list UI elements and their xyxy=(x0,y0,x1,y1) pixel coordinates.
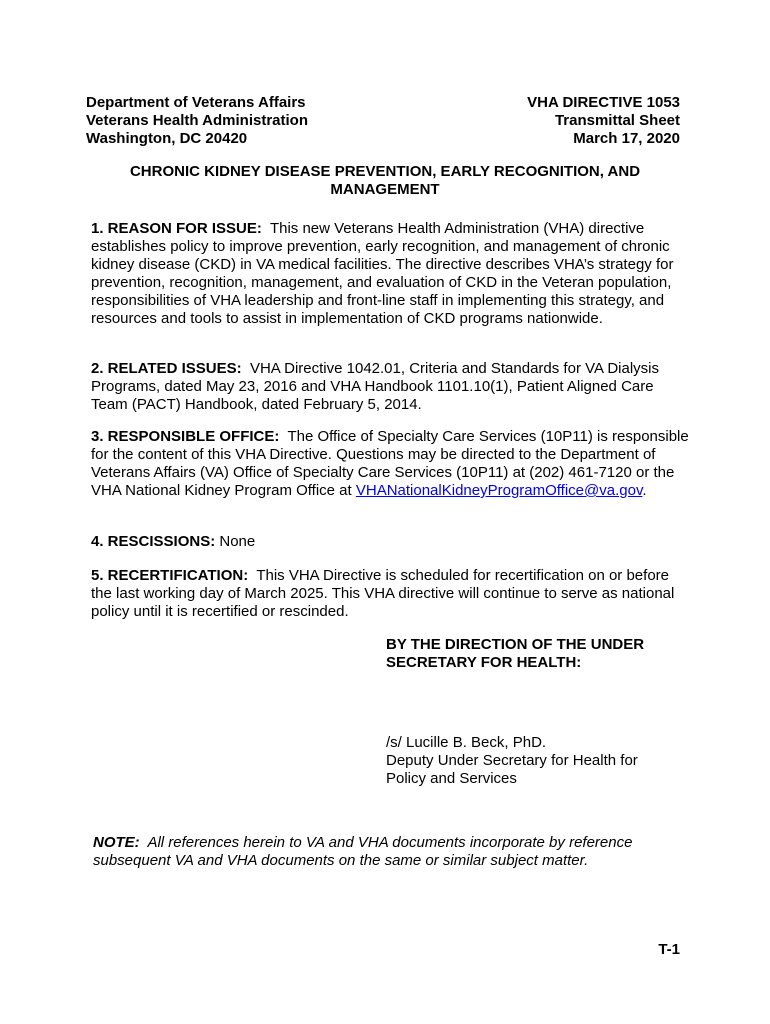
directive-number: VHA DIRECTIVE 1053 xyxy=(527,94,680,111)
section-office xyxy=(91,428,691,500)
section-related xyxy=(91,360,691,414)
section-reason xyxy=(91,220,691,328)
signature-block xyxy=(386,734,686,788)
recert-text: This VHA Directive is scheduled for recertification on or before the last working day of March 2025. This VHA directive will continue to serve as national policy until it is recertified or rescinded. xyxy=(91,567,675,620)
page-number: T-1 xyxy=(658,941,680,958)
rescissions-text: None xyxy=(219,533,256,550)
signatory-title-2: Policy and Services xyxy=(386,770,517,787)
header-right xyxy=(350,94,680,148)
section-recert xyxy=(91,567,691,621)
note-label: NOTE: xyxy=(93,834,140,851)
office-heading: 3. RESPONSIBLE OFFICE: xyxy=(91,428,280,445)
document-title xyxy=(86,163,684,199)
reason-text: This new Veterans Health Administration (VHA) directive establishes policy to improve prevention, early recognition, and management of chronic kidney disease (CKD) in VA medical facilities. The directive describes VHA’s strategy for prevention, recognition, management, and evaluation of CKD in the Veteran population, responsibilities of VHA leadership and front-line staff in implementing this strategy, and resources and tools to assist in implementation of CKD programs nationwide. xyxy=(91,220,674,327)
email-link[interactable]: VHANationalKidneyProgramOffice@va.gov xyxy=(355,482,643,499)
title-line-2: MANAGEMENT xyxy=(330,181,440,198)
administration-name: Veterans Health Administration xyxy=(86,112,308,129)
office-text: The Office of Specialty Care Services (10P11) is responsible for the content of this VHA Directive. Questions may be directed to the Department of Veterans Affairs (VA) Office of Specialty Care Services (10P11) at (202) 461-7120 or the VHA National Kidney Program Office at xyxy=(91,428,689,499)
address: Washington, DC 20420 xyxy=(86,130,248,147)
related-text: VHA Directive 1042.01, Criteria and Standards for VA Dialysis Programs, dated May 23, 2016 and VHA Handbook 1101.10(1), Patient Aligned Care Team (PACT) Handbook, dated February 5, 2014. xyxy=(91,360,660,413)
rescissions-heading: 4. RESCISSIONS: xyxy=(91,533,216,550)
note-text: All references herein to VA and VHA documents incorporate by reference subsequent VA and VHA documents on the same or similar subject matter. xyxy=(93,834,633,869)
related-heading: 2. RELATED ISSUES: xyxy=(91,360,242,377)
reason-heading: 1. REASON FOR ISSUE: xyxy=(91,220,262,237)
signatory-title-1: Deputy Under Secretary for Health for xyxy=(386,752,638,769)
note xyxy=(93,834,693,870)
department-name: Department of Veterans Affairs xyxy=(86,94,306,111)
direction-line-1: BY THE DIRECTION OF THE UNDER xyxy=(386,636,645,653)
sheet-type: Transmittal Sheet xyxy=(554,112,680,129)
signatory-name: /s/ Lucille B. Beck, PhD. xyxy=(386,734,547,751)
recert-heading: 5. RECERTIFICATION: xyxy=(91,567,249,584)
direction-line-2: SECRETARY FOR HEALTH: xyxy=(386,654,582,671)
office-trail: . xyxy=(642,482,647,499)
title-line-1: CHRONIC KIDNEY DISEASE PREVENTION, EARLY RECOGNITION, AND xyxy=(129,163,641,180)
section-rescissions xyxy=(91,533,691,551)
directive-date: March 17, 2020 xyxy=(573,130,680,147)
direction-block xyxy=(386,636,686,672)
